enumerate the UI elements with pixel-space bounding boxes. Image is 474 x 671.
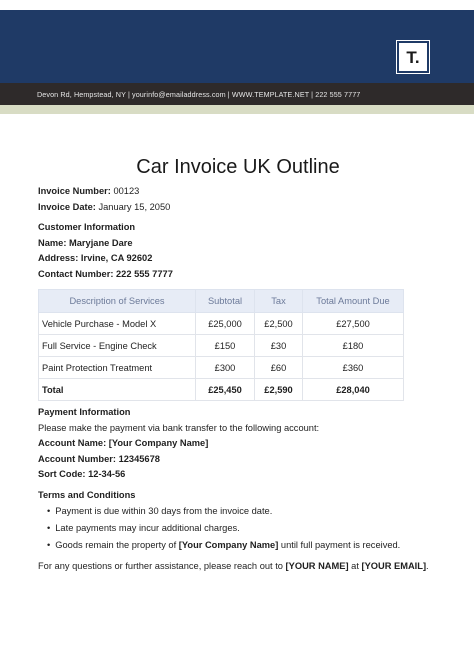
invoice-date-value: January 15, 2050 — [98, 201, 171, 212]
customer-address: Address: Irvine, CA 92602 — [38, 253, 153, 263]
closing-mid: at — [348, 561, 362, 571]
terms-item — [47, 537, 438, 554]
table-header-row — [39, 290, 404, 313]
closing-email: [YOUR EMAIL] — [361, 561, 427, 571]
customer-contact: Contact Number: 222 555 7777 — [38, 268, 173, 279]
services-table — [38, 289, 404, 401]
contact-bar — [0, 83, 474, 105]
terms-list — [38, 503, 438, 554]
column-header: Subtotal — [196, 290, 255, 313]
total-subtotal: £25,450 — [196, 379, 255, 401]
payment-heading: Payment Information — [38, 407, 131, 417]
table-cell: £300 — [196, 357, 255, 379]
column-header: Tax — [255, 290, 303, 313]
invoice-date-label: Invoice Date: — [38, 201, 96, 212]
customer-name: Name: Maryjane Dare — [38, 237, 133, 248]
table-cell: £60 — [255, 357, 303, 379]
table-cell: £360 — [303, 357, 404, 379]
total-tax: £2,590 — [255, 379, 303, 401]
table-row — [39, 335, 404, 357]
invoice-number-value: 00123 — [113, 186, 140, 196]
invoice-number-label: Invoice Number: — [38, 186, 111, 196]
page-title: Car Invoice UK Outline — [136, 156, 340, 178]
table-cell: Full Service - Engine Check — [39, 335, 196, 357]
terms-item-text: Payment is due within 30 days from the invoice date. — [55, 506, 273, 516]
invoice-date — [38, 200, 438, 216]
terms-item-company: [Your Company Name] — [178, 540, 279, 550]
table-total-row — [39, 379, 404, 401]
invoice-number — [38, 184, 438, 200]
table-cell: £2,500 — [255, 313, 303, 335]
table-row — [39, 313, 404, 335]
invoice-body — [38, 150, 438, 575]
total-amount-due: £28,040 — [303, 379, 404, 401]
table-cell: £30 — [255, 335, 303, 357]
terms-item-pre: Goods remain the property of — [55, 540, 179, 550]
closing-pre: For any questions or further assistance, please reach out to — [38, 561, 286, 571]
table-cell: Paint Protection Treatment — [39, 357, 196, 379]
terms-heading: Terms and Conditions — [38, 489, 136, 500]
total-label: Total — [39, 379, 196, 401]
terms-item-text: Late payments may incur additional charges. — [55, 523, 240, 533]
logo — [397, 41, 429, 73]
table-cell: £150 — [196, 335, 255, 357]
contact-line: Devon Rd, Hempstead, NY | yourinfo@emailaddress.com | WWW.TEMPLATE.NET | 222 555 7777 — [37, 89, 361, 99]
closing-post: . — [426, 561, 429, 571]
table-cell: £25,000 — [196, 313, 255, 335]
table-cell: £180 — [303, 335, 404, 357]
customer-heading: Customer Information — [38, 222, 136, 232]
terms-item — [47, 520, 438, 537]
sort-code: Sort Code: 12-34-56 — [38, 469, 126, 479]
table-cell: Vehicle Purchase - Model X — [39, 313, 196, 335]
column-header: Description of Services — [39, 290, 196, 313]
table-cell: £27,500 — [303, 313, 404, 335]
closing-note — [38, 559, 438, 575]
table-row — [39, 357, 404, 379]
column-header: Total Amount Due — [303, 290, 404, 313]
account-number: Account Number: 12345678 — [38, 453, 160, 464]
accent-band — [0, 105, 474, 114]
account-name: Account Name: [Your Company Name] — [38, 438, 209, 448]
terms-item — [47, 503, 438, 520]
closing-name: [YOUR NAME] — [285, 561, 349, 571]
payment-intro: Please make the payment via bank transfer to the following account: — [38, 422, 320, 433]
terms-item-post: until full payment is received. — [278, 540, 401, 550]
logo-letter: T. — [406, 47, 420, 67]
